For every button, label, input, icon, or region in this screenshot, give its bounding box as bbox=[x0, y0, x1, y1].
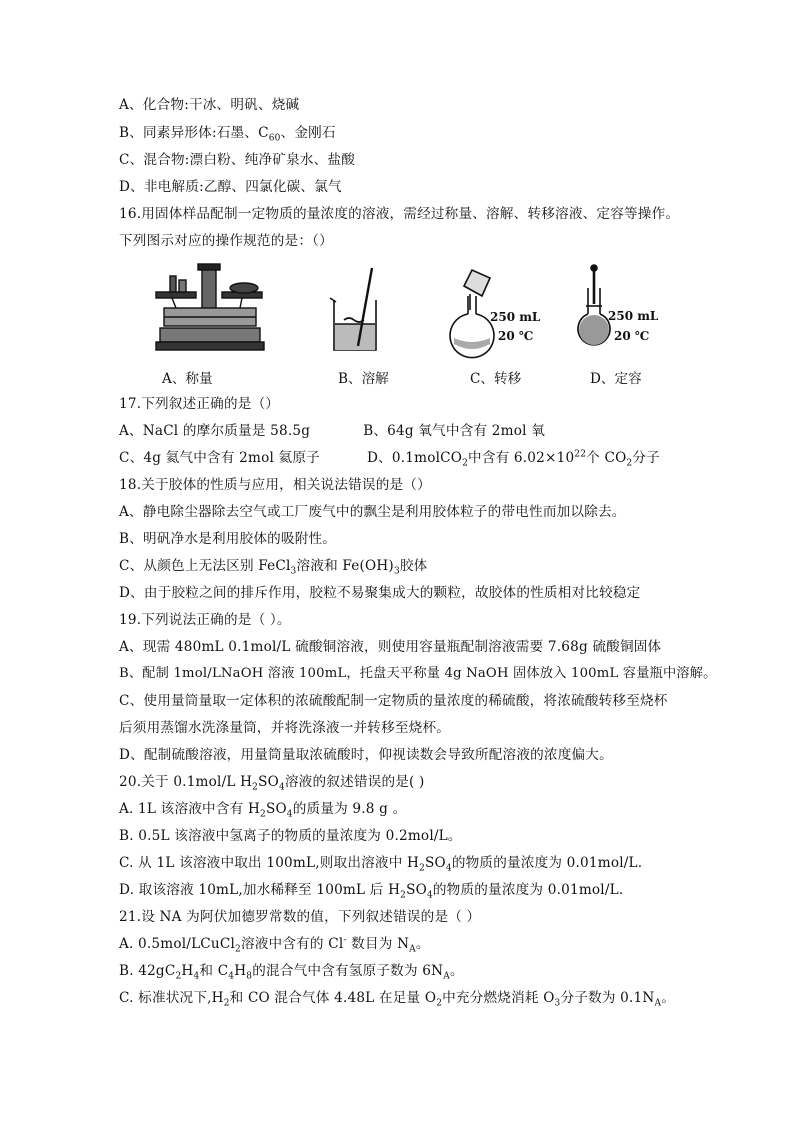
q16-stem-line1: 16.用固体样品配制一定物质的量浓度的溶液，需经过称量、溶解、转移溶液、定容等操作。 bbox=[119, 206, 680, 222]
q19-option-d: D、配制硫酸溶液，用量筒量取浓硫酸时，仰视读数会导致所配溶液的浓度偏大。 bbox=[119, 747, 613, 763]
q16-stem-line2: 下列图示对应的操作规范的是：（） bbox=[119, 233, 333, 249]
volumetric-flask-figure bbox=[574, 264, 659, 356]
fixed-volume-flask-volume: 250 mL bbox=[608, 309, 659, 323]
balance-figure bbox=[152, 262, 268, 356]
q18-option-d: D、由于胶粒之间的排斥作用，胶粒不易聚集成大的颗粒，故胶体的性质相对比较稳定 bbox=[119, 585, 641, 601]
caption-a: A、称量 bbox=[162, 371, 213, 387]
q17-row1 bbox=[119, 422, 545, 440]
q19-option-a: A、现需 480mL 0.1mol/L 硫酸铜溶液，则使用容量瓶配制溶液需要 7.68g 硫酸铜固体 bbox=[119, 639, 662, 655]
caption-c: C、转移 bbox=[470, 371, 522, 387]
q20-option-d: D. 取该溶液 10mL,加水稀释至 100mL 后 $H_2SO_4$的物质的量浓度为 0.01mol/L. bbox=[119, 882, 624, 901]
q17-option-c: C、4g 氦气中含有 2mol 氦原子 bbox=[119, 450, 320, 466]
q15-option-a: A、化合物:干冰、明矾、烧碱 bbox=[119, 97, 300, 113]
q21-option-c: C. 标准状况下$,H_2$和 CO 混合气体 4.48L 在足量 $O_2$中充分燃烧消耗 $O_3$分子数为 $0.1N_A$。 bbox=[119, 990, 675, 1009]
q19-stem: 19.下列说法正确的是（ ）。 bbox=[119, 612, 291, 628]
beaker-figure bbox=[326, 264, 388, 356]
q15-option-b: B、同素异形体:石墨、$C_{60}$、金刚石 bbox=[119, 125, 336, 144]
q15-option-c: C、混合物:漂白粉、纯净矿泉水、盐酸 bbox=[119, 152, 356, 168]
q17-option-a: A、NaCl 的摩尔质量是 58.5g bbox=[119, 423, 311, 439]
q20-stem: 20.关于 0.1mol/L $H_2SO_4$溶液的叙述错误的是( ) bbox=[119, 774, 425, 793]
q17-option-d: D、0.1molCO$_2$中含有 $6.02\times 10^{22}$个 $CO_2$分子 bbox=[367, 449, 660, 469]
q15-option-d: D、非电解质:乙醇、四氯化碳、氯气 bbox=[119, 179, 342, 195]
q19-option-c-line1: C、使用量筒量取一定体积的浓硫酸配制一定物质的量浓度的稀硫酸，将浓硫酸转移至烧杯 bbox=[119, 693, 668, 709]
q21-option-b: B. $42gC_2H_4$和 $C_4H_8$的混合气中含有氢原子数为 $6N_A$。 bbox=[119, 963, 464, 982]
caption-b: B、溶解 bbox=[338, 371, 389, 387]
q18-option-a: A、静电除尘器除去空气或工厂废气中的飘尘是利用胶体粒子的带电性而加以除去。 bbox=[119, 504, 626, 520]
q21-stem: 21.设 NA 为阿伏加德罗常数的值，下列叙述错误的是（ ） bbox=[119, 909, 481, 925]
transfer-figure bbox=[448, 266, 541, 356]
caption-d: D、定容 bbox=[590, 371, 642, 387]
q20-option-c: C. 从 1L 该溶液中取出 100mL,则取出溶液中 $H_2SO_4$的物质的量浓度为 0.01mol/L. bbox=[119, 855, 643, 874]
q17-option-b: B、64g 氧气中含有 2mol 氧 bbox=[363, 423, 545, 439]
q21-option-a: A. 0.5mol/LCuCl$_2$溶液中含有的 Cl- 数目为 $N_A$。 bbox=[119, 935, 430, 955]
q18-option-b: B、明矾净水是利用胶体的吸附性。 bbox=[119, 531, 337, 547]
q19-option-c-line2: 后须用蒸馏水洗涤量筒，并将洗涤液一并转移至烧杯。 bbox=[119, 720, 451, 736]
fixed-volume-flask-temp: 20 ℃ bbox=[614, 329, 650, 343]
q20-option-b: B. 0.5L 该溶液中氢离子的物质的量浓度为 0.2mol/L。 bbox=[119, 828, 462, 844]
q18-stem: 18.关于胶体的性质与应用，相关说法错误的是（） bbox=[119, 477, 431, 493]
q18-option-c: C、从颜色上无法区别 FeCl$_3$溶液和 $Fe(OH)_3$胶体 bbox=[119, 558, 428, 577]
q19-option-b: B、配制 1mol/LNaOH 溶液 100mL，托盘天平称量 4g NaOH 固体放入 100mL 容量瓶中溶解。 bbox=[119, 666, 717, 681]
q17-row2 bbox=[119, 449, 660, 467]
transfer-flask-volume: 250 mL bbox=[490, 310, 541, 324]
transfer-flask-temp: 20 ℃ bbox=[498, 329, 534, 343]
q20-option-a: A. 1L 该溶液中含有 $H_2SO_4$的质量为 9.8 g 。 bbox=[119, 801, 407, 820]
q17-stem: 17.下列叙述正确的是（） bbox=[119, 396, 280, 412]
